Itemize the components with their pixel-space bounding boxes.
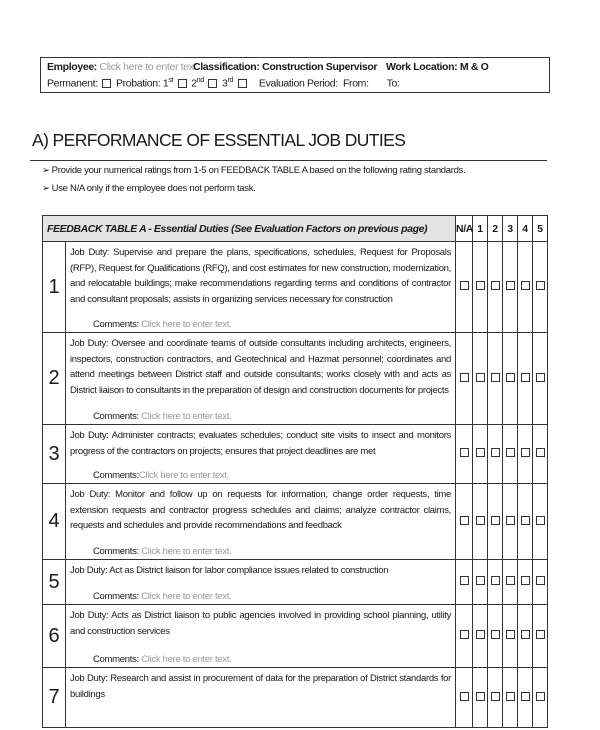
comments-line (93, 411, 231, 422)
table-row (43, 425, 548, 484)
rating-1-checkbox[interactable] (473, 560, 488, 605)
comments-label: Comments: (93, 470, 139, 481)
employee-info-box (40, 57, 550, 93)
rating-5-checkbox[interactable] (533, 333, 548, 425)
rating-1-checkbox[interactable] (473, 333, 488, 425)
duty-text: Job Duty: Research and assist in procurement of data for the preparation of District standards for buildings (70, 673, 452, 700)
rating-na-checkbox[interactable] (456, 333, 473, 425)
rating-na-checkbox[interactable] (456, 484, 473, 560)
rating-5-checkbox[interactable] (533, 560, 548, 605)
rating-na-checkbox[interactable] (456, 242, 473, 333)
from-label[interactable]: From: (342, 77, 369, 90)
duty-text: Job Duty: Supervise and prepare the plans, specifications, schedules, Request for Proposals (RFP), Request for Qualifications (RFQ), and cost estimates for new construction, modernization, and relocatable buildings; make recommendations regarding terms and conditions of contractor and consultant proposals; assists in organizing services necessary for construction (70, 247, 452, 305)
comments-line (93, 591, 231, 602)
work-location-label: Work Location: (386, 61, 458, 73)
comments-field[interactable]: Click here to enter text. (141, 546, 232, 557)
rating-2-checkbox[interactable] (488, 242, 503, 333)
rating-2-checkbox[interactable] (488, 333, 503, 425)
duty-cell (66, 484, 456, 560)
rating-2-checkbox[interactable] (488, 560, 503, 605)
rating-header: 2 (488, 216, 503, 242)
rating-5-checkbox[interactable] (533, 668, 548, 728)
comments-label: Comments: (93, 546, 139, 557)
permanent-checkbox[interactable] (102, 79, 111, 88)
work-location-value: M & O (459, 61, 489, 73)
rating-4-checkbox[interactable] (518, 242, 533, 333)
classification-value: Construction Supervisor (262, 61, 378, 73)
employee-line (47, 61, 199, 73)
rating-header: N/A (456, 216, 473, 242)
instruction-2 (42, 183, 256, 194)
evaluation-period-label: Evaluation Period: (258, 77, 338, 90)
table-row (43, 605, 548, 668)
probation-3-checkbox[interactable] (238, 79, 247, 88)
rating-1-checkbox[interactable] (473, 605, 488, 668)
probation-3-label: 3 (222, 77, 228, 90)
rating-4-checkbox[interactable] (518, 484, 533, 560)
rating-2-checkbox[interactable] (488, 605, 503, 668)
duty-cell (66, 333, 456, 425)
probation-2-checkbox[interactable] (208, 79, 217, 88)
rating-na-checkbox[interactable] (456, 668, 473, 728)
probation-3-sup: rd (227, 77, 234, 84)
work-location-line (386, 61, 489, 73)
permanent-label: Permanent: (47, 77, 98, 90)
comments-field[interactable]: Click here to enter text. (141, 591, 232, 602)
comments-field[interactable]: Click here to enter text. (141, 654, 232, 665)
rating-1-checkbox[interactable] (473, 668, 488, 728)
rating-4-checkbox[interactable] (518, 333, 533, 425)
rating-1-checkbox[interactable] (473, 242, 488, 333)
rating-3-checkbox[interactable] (503, 560, 518, 605)
arrow-icon: ➢ (42, 165, 50, 176)
rating-1-checkbox[interactable] (473, 484, 488, 560)
duty-cell (66, 242, 456, 333)
rating-5-checkbox[interactable] (533, 425, 548, 484)
rating-2-checkbox[interactable] (488, 425, 503, 484)
rating-5-checkbox[interactable] (533, 242, 548, 333)
duty-number: 6 (43, 605, 66, 668)
rating-5-checkbox[interactable] (533, 605, 548, 668)
rating-4-checkbox[interactable] (518, 605, 533, 668)
duty-number: 1 (43, 242, 66, 333)
comments-line (93, 470, 229, 481)
rating-header: 5 (533, 216, 548, 242)
table-row (43, 668, 548, 728)
table-header-row (43, 216, 548, 242)
classification-label: Classification: (193, 61, 260, 73)
rating-5-checkbox[interactable] (533, 484, 548, 560)
rating-header: 1 (473, 216, 488, 242)
duty-cell (66, 668, 456, 728)
comments-label: Comments: (93, 654, 139, 665)
duty-text: Job Duty: Monitor and follow up on requests for information, change order requests, time extension requests and contractor progress schedules and claims; analyze contractor claims, requests and schedules and provide recommendations and feedback (70, 489, 452, 531)
arrow-icon: ➢ (42, 183, 50, 194)
rating-3-checkbox[interactable] (503, 333, 518, 425)
rating-na-checkbox[interactable] (456, 425, 473, 484)
table-title: FEEDBACK TABLE A - Essential Duties (See Evaluation Factors on previous page) (43, 216, 456, 242)
duty-text: Job Duty: Oversee and coordinate teams of outside consultants including architects, engineers, inspectors, construction contractors, and Geotechnical and Hazmat personnel; coordinates and attend meetings between District staff and outside consultants; works closely with and acts as District liaison to consultants in the preparation of design and construction documents for projects (70, 338, 452, 396)
duty-number: 5 (43, 560, 66, 605)
employee-label: Employee: (47, 61, 97, 73)
rating-1-checkbox[interactable] (473, 425, 488, 484)
instruction-text: Provide your numerical ratings from 1-5 on FEEDBACK TABLE A based on the following rating standards. (51, 165, 466, 176)
rating-na-checkbox[interactable] (456, 560, 473, 605)
comments-field[interactable]: Click here to enter text. (141, 411, 232, 422)
rating-header: 4 (518, 216, 533, 242)
duty-cell (66, 425, 456, 484)
rating-3-checkbox[interactable] (503, 668, 518, 728)
probation-2-sup: nd (196, 77, 204, 84)
rating-2-checkbox[interactable] (488, 484, 503, 560)
classification-line (193, 61, 377, 73)
rating-3-checkbox[interactable] (503, 242, 518, 333)
rating-4-checkbox[interactable] (518, 560, 533, 605)
comments-field[interactable]: Click here to enter text. (141, 319, 232, 330)
status-line (47, 77, 400, 90)
duty-text: Job Duty: Acts as District liaison to public agencies involved in providing school planning, utility and construction services (70, 610, 452, 637)
rating-4-checkbox[interactable] (518, 425, 533, 484)
probation-2-label: 2 (191, 77, 197, 90)
table-row (43, 333, 548, 425)
instruction-1 (42, 165, 465, 176)
instruction-text: Use N/A only if the employee does not perform task. (51, 183, 256, 194)
comments-line (93, 546, 231, 557)
section-title: A) PERFORMANCE OF ESSENTIAL JOB DUTIES (32, 130, 406, 150)
probation-1-sup: st (168, 77, 174, 84)
rating-header: 3 (503, 216, 518, 242)
duty-number: 2 (43, 333, 66, 425)
duty-cell (66, 605, 456, 668)
title-divider (30, 160, 547, 161)
employee-field[interactable]: Click here to enter text. (99, 61, 199, 73)
probation-label: Probation: 1 (115, 77, 169, 90)
duty-text: Job Duty: Act as District liaison for labor compliance issues related to construction (70, 565, 389, 576)
comments-label: Comments: (93, 411, 139, 422)
comments-label: Comments: (93, 591, 139, 602)
duty-text: Job Duty: Administer contracts; evaluates schedules; conduct site visits to insect and monitors progress of the contractors on projects; ensures that project deadlines are met (70, 430, 452, 457)
rating-2-checkbox[interactable] (488, 668, 503, 728)
rating-4-checkbox[interactable] (518, 668, 533, 728)
rating-3-checkbox[interactable] (503, 605, 518, 668)
comments-line (93, 654, 231, 665)
comments-label: Comments: (93, 319, 139, 330)
feedback-table (42, 215, 548, 728)
rating-3-checkbox[interactable] (503, 425, 518, 484)
duty-cell (66, 560, 456, 605)
rating-3-checkbox[interactable] (503, 484, 518, 560)
probation-1-checkbox[interactable] (178, 79, 187, 88)
table-row (43, 484, 548, 560)
duty-number: 7 (43, 668, 66, 728)
comments-line (93, 319, 231, 330)
duty-number: 3 (43, 425, 66, 484)
comments-field[interactable]: Click here to enter text. (138, 470, 230, 481)
table-row (43, 242, 548, 333)
duty-number: 4 (43, 484, 66, 560)
to-label[interactable]: To: (386, 77, 400, 90)
rating-na-checkbox[interactable] (456, 605, 473, 668)
table-row (43, 560, 548, 605)
